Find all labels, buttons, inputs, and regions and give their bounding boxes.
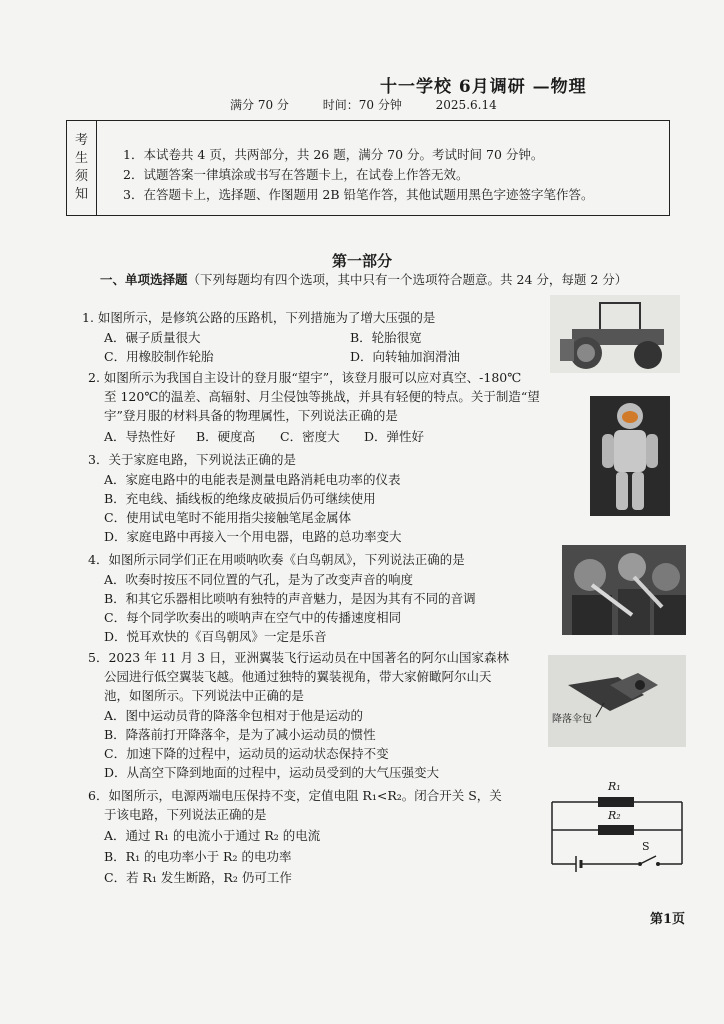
- q3-option-a: A．家庭电路中的电能表是测量电路消耗电功率的仪表: [104, 472, 401, 487]
- resistor-r2: [598, 825, 634, 835]
- exam-meta: [230, 96, 527, 113]
- notice-rules: [123, 145, 594, 205]
- q2-option-a: A．导热性好: [104, 429, 176, 444]
- q3-option-c: C．使用试电笔时不能用指尖接触笔尾金属体: [104, 510, 352, 525]
- q6-option-a: A．通过 R₁ 的电流小于通过 R₂ 的电流: [104, 828, 321, 843]
- r2-label: R₂: [608, 809, 621, 822]
- q2-option-b: B．硬度高: [196, 429, 256, 444]
- question-2-stem: 2. 如图所示为我国自主设计的登月服“望宇”，该登月服可以应对真空、-180℃: [88, 370, 522, 385]
- wingsuit-flyer-image: [548, 655, 686, 747]
- resistor-r1: [598, 797, 634, 807]
- q3-option-b: B．充电线、插线板的绝缘皮破损后仍可继续使用: [104, 491, 376, 506]
- notice-rule: 3．在答题卡上，选择题、作图题用 2B 铅笔作答，其他试题用黑色字迹签字笔作答。: [123, 187, 594, 202]
- exam-title: 十一学校 6月调研 —物理: [380, 77, 587, 97]
- q5-option-c: C．加速下降的过程中，运动员的运动状态保持不变: [104, 746, 389, 761]
- section-heading: 一、单项选择题（下列每题均有四个选项，其中只有一个选项符合题意。共 24 分，每题 2 分）: [100, 272, 628, 287]
- question-3-stem: 3．关于家庭电路，下列说法正确的是: [88, 452, 296, 467]
- q3-option-d: D．家庭电路中再接入一个用电器，电路的总功率变大: [104, 529, 402, 544]
- full-score: 满分 70 分: [230, 98, 289, 112]
- q4-option-a: A．吹奏时按压不同位置的气孔，是为了改变声音的响度: [104, 572, 414, 587]
- exam-time: 时间：70 分钟: [322, 98, 402, 112]
- question-4-stem: 4．如图所示同学们正在用唢呐吹奏《白鸟朝凤》，下列说法正确的是: [88, 552, 465, 567]
- switch-label: S: [642, 840, 650, 853]
- page-number: 第1页: [650, 912, 686, 927]
- q1-option-c: C．用橡胶制作轮胎: [104, 349, 214, 364]
- q4-option-b: B．和其它乐器相比唢呐有独特的声音魅力，是因为其有不同的音调: [104, 591, 476, 606]
- parachute-pack-label: 降落伞包: [552, 714, 592, 725]
- spacesuit-image: [590, 396, 670, 516]
- q4-option-c: C．每个同学吹奏出的唢呐声在空气中的传播速度相同: [104, 610, 402, 625]
- switch-symbol: [640, 856, 656, 864]
- q6-option-c: C．若 R₁ 发生断路，R₂ 仍可工作: [104, 870, 292, 885]
- part-title: 第一部分: [331, 252, 392, 270]
- question-6-stem: 6．如图所示，电源两端电压保持不变，定值电阻 R₁<R₂。闭合开关 S，关: [88, 788, 502, 803]
- notice-rule: 1．本试卷共 4 页，共两部分，共 26 题，满分 70 分。考试时间 70 分钟。: [123, 147, 544, 162]
- q5-option-a: A．图中运动员背的降落伞包相对于他是运动的: [104, 708, 364, 723]
- q1-option-d: D．向转轴加润滑油: [350, 349, 461, 364]
- q5-option-d: D．从高空下降到地面的过程中，运动员受到的大气压强变大: [104, 765, 440, 780]
- exam-date: 2025.6.14: [435, 98, 497, 112]
- q1-option-a: A．碾子质量很大: [104, 330, 201, 345]
- q2-option-d: D．弹性好: [364, 429, 425, 444]
- question-1-stem: 1. 如图所示，是修筑公路的压路机，下列措施为了增大压强的是: [82, 310, 436, 325]
- q2-option-c: C．密度大: [280, 429, 340, 444]
- q1-option-b: B．轮胎很宽: [350, 330, 422, 345]
- notice-label: 考 生 须 知: [67, 121, 97, 215]
- q4-option-d: D．悦耳欢快的《百鸟朝凤》一定是乐音: [104, 629, 327, 644]
- road-roller-image: [550, 295, 680, 373]
- suona-players-image: [562, 545, 686, 635]
- r1-label: R₁: [608, 780, 621, 793]
- question-5-stem: 5．2023 年 11 月 3 日，亚洲翼装飞行运动员在中国著名的阿尔山国家森林: [88, 650, 509, 665]
- q6-option-b: B．R₁ 的电功率小于 R₂ 的电功率: [104, 849, 292, 864]
- q5-option-b: B．降落前打开降落伞，是为了减小运动员的惯性: [104, 727, 376, 742]
- circuit-diagram: [546, 780, 688, 876]
- notice-rule: 2．试题答案一律填涂或书写在答题卡上，在试卷上作答无效。: [123, 167, 469, 182]
- notice-box: [66, 120, 670, 216]
